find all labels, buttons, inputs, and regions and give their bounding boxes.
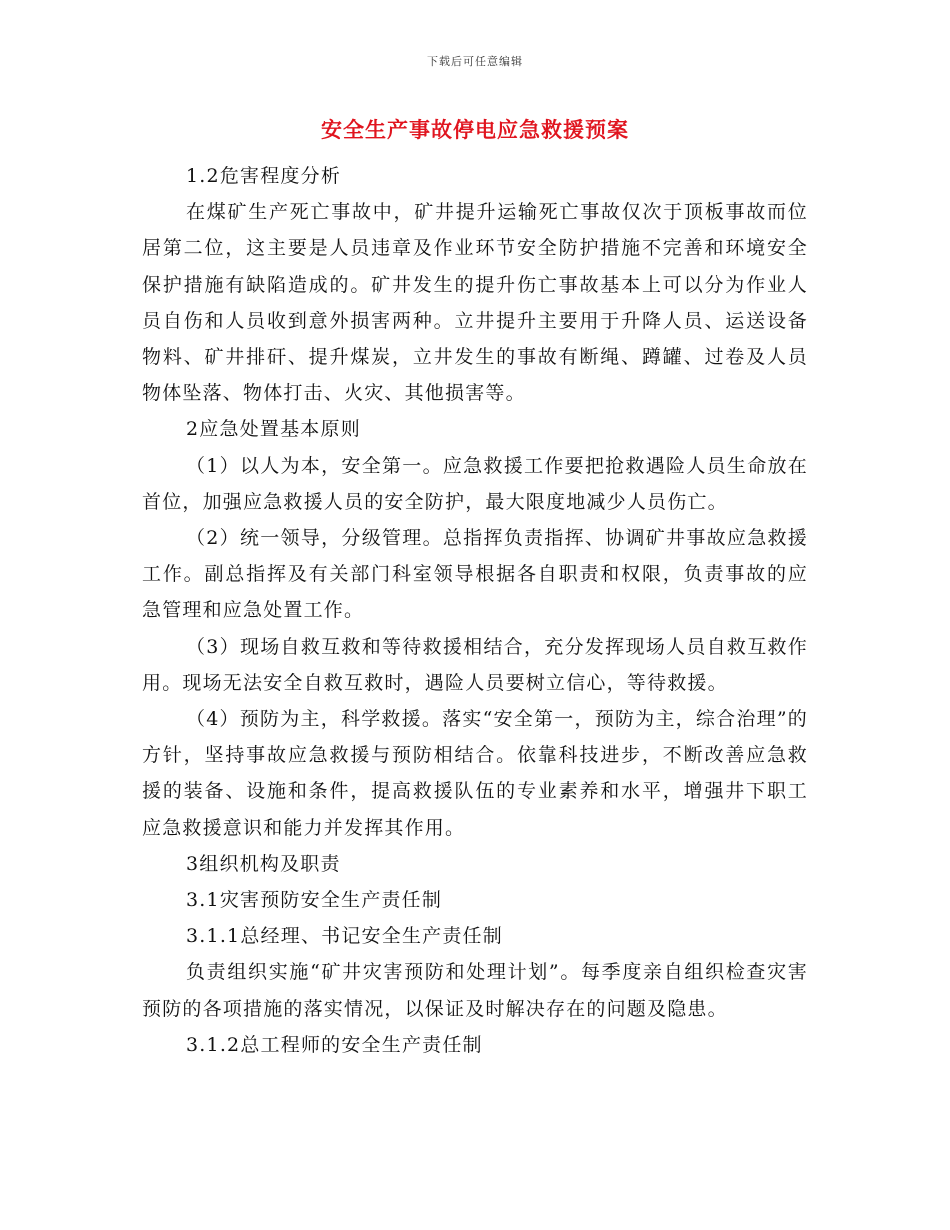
section-heading-2: 2应急处置基本原则 [186,418,361,441]
document-body [142,158,808,1063]
document-title: 安全生产事故停电应急救援预案 [321,117,629,142]
paragraph-principle-2: （2）统一领导，分级管理。总指挥负责指挥、协调矿井事故应急救援工作。副总指挥及有关部门科室领导根据各自职责和权限，负责事故的应急管理和应急处置工作。 [142,527,808,622]
paragraph-principle-1: （1）以人为本，安全第一。应急救援工作要把抢救遇险人员生命放在首位，加强应急救援人员的安全防护，最大限度地减少人员伤亡。 [142,454,808,513]
paragraph-principle-3: （3）现场自救互救和等待救援相结合，充分发挥现场人员自救互救作用。现场无法安全自救互救时，遇险人员要树立信心，等待救援。 [142,635,808,694]
paragraph-hazard-analysis: 在煤矿生产死亡事故中，矿井提升运输死亡事故仅次于顶板事故而位居第二位，这主要是人员违章及作业环节安全防护措施不完善和环境安全保护措施有缺陷造成的。矿井发生的提升伤亡事故基本上可以分为作业人员自伤和人员收到意外损害两种。立井提升主要用于升降人员、运送设备物料、矿井排矸、提升煤炭，立井发生的事故有断绳、蹲罐、过卷及人员物体坠落、物体打击、火灾、其他损害等。 [142,201,808,405]
paragraph-manager-duty: 负责组织实施“矿井灾害预防和处理计划”。每季度亲自组织检查灾害预防的各项措施的落实情况，以保证及时解决存在的问题及隐患。 [142,961,808,1020]
section-heading-3-1: 3.1灾害预防安全生产责任制 [186,889,443,912]
section-heading-3-1-1: 3.1.1总经理、书记安全生产责任制 [186,925,503,948]
section-heading-3-1-2: 3.1.2总工程师的安全生产责任制 [186,1033,483,1056]
paragraph-principle-4: （4）预防为主，科学救援。落实“安全第一，预防为主，综合治理”的方针，坚持事故应急救援与预防相结合。依靠科技进步，不断改善应急救援的装备、设施和条件，提高救援队伍的专业素养和水平，增强井下职工应急救援意识和能力并发挥其作用。 [142,708,808,839]
section-heading-3: 3组织机构及职责 [186,852,341,875]
section-heading-1-2: 1.2危害程度分析 [186,165,342,187]
page-header-note: 下载后可任意编辑 [427,55,523,68]
